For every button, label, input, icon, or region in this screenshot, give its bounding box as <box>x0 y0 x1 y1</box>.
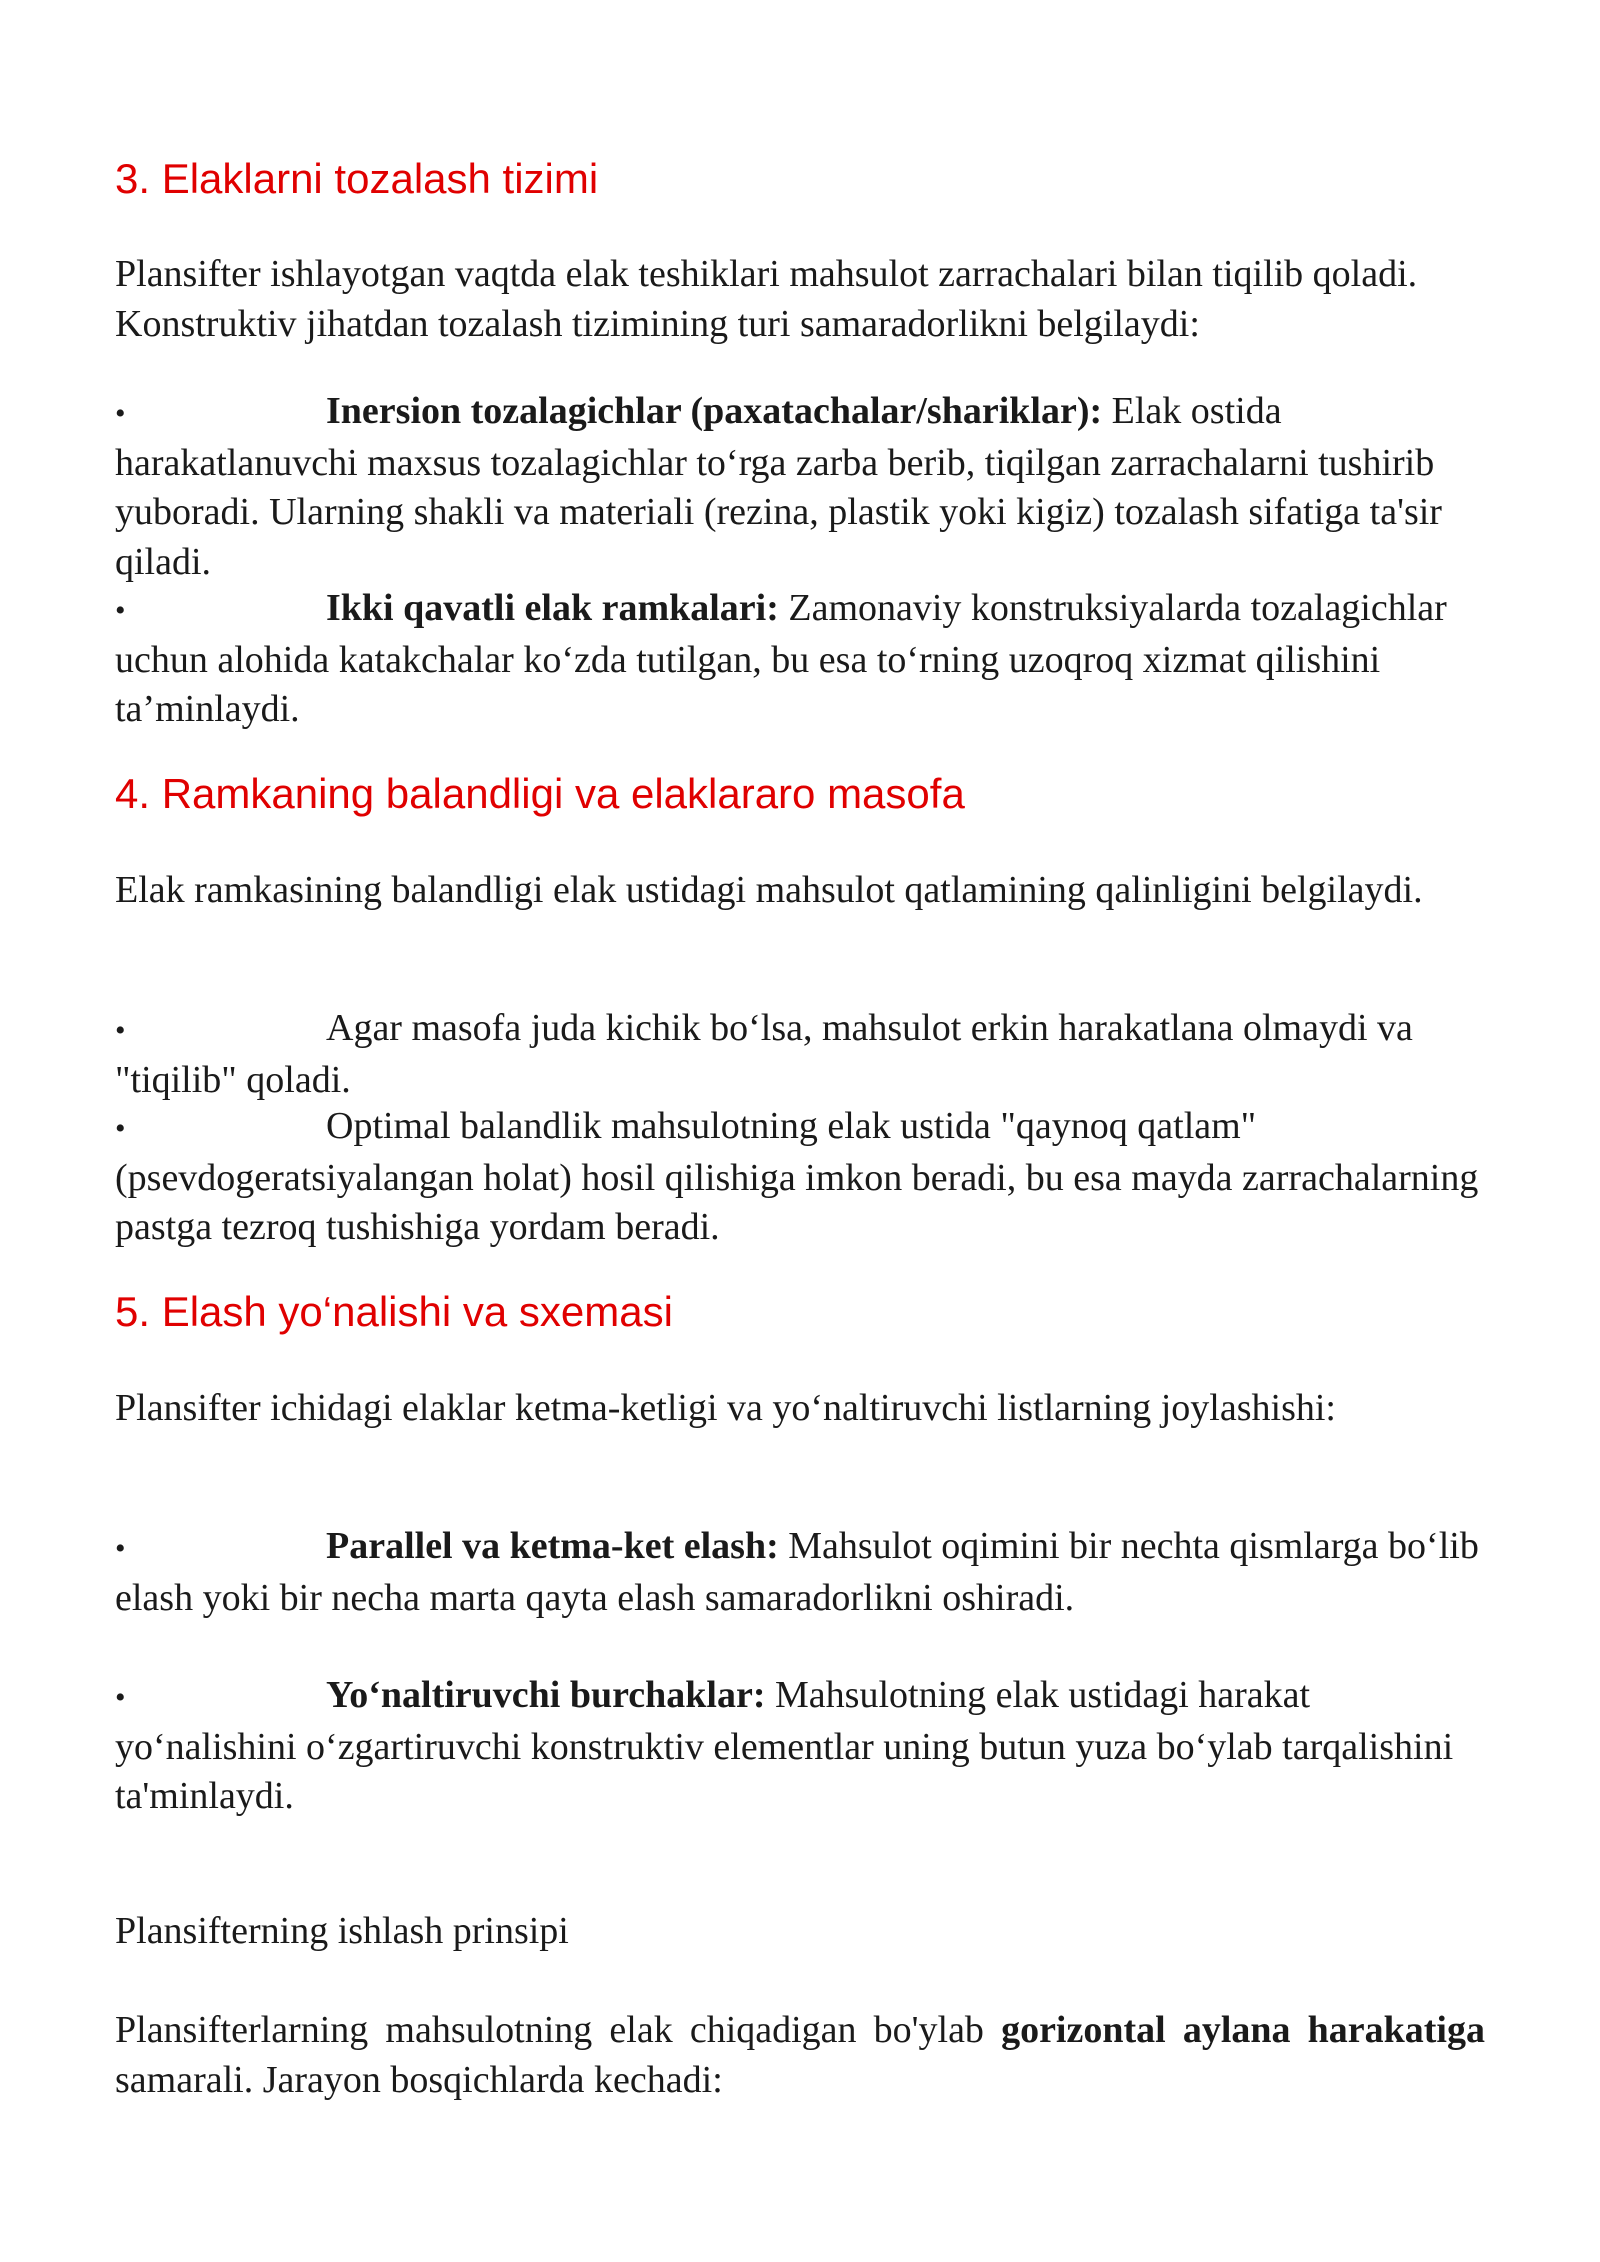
principle-text-bold: gorizontal aylana harakatiga <box>1001 2009 1485 2051</box>
section-5-item-1 <box>115 1522 1485 1623</box>
section-3-intro: Plansifter ishlayotgan vaqtda elak teshiklari mahsulot zarrachalari bilan tiqilib qoladi. Konstruktiv jihatdan tozalash tizimining turi samaradorlikni belgilaydi: <box>115 253 1418 345</box>
bullet: • <box>115 1681 126 1714</box>
bullet: • <box>115 1014 126 1047</box>
section-heading-3: 3. Elaklarni tozalash tizimi <box>115 155 599 202</box>
section-5-item-2 <box>115 1671 1485 1822</box>
item-text: Optimal balandlik mahsulotning elak ustida "qaynoq qatlam" (psevdogeratsiyalangan holat) hosil qilishiga imkon beradi, bu esa mayda zarrachalarning pastga tezroq tushishiga yordam beradi. <box>115 1105 1479 1248</box>
item-text: Mahsulot oqimini bir nechta qismlarga bo‘lib elash yoki bir necha marta qayta elash samaradorlikni oshiradi. <box>115 1525 1479 1619</box>
section-4-intro: Elak ramkasining balandligi elak ustidagi mahsulot qatlamining qalinligini belgilaydi. <box>115 869 1423 911</box>
item-text: Zamonaviy konstruksiyalarda tozalagichlar uchun alohida katakchalar ko‘zda tutilgan, bu esa to‘rning uzoqroq xizmat qilishini ta’minlaydi. <box>115 587 1447 730</box>
principle-title: Plansifterning ishlash prinsipi <box>115 1910 569 1952</box>
section-heading-5: 5. Elash yo‘nalishi va sxemasi <box>115 1288 673 1335</box>
item-term: Inersion tozalagichlar (paxatachalar/shariklar): <box>326 390 1103 432</box>
section-4-item-1 <box>115 1004 1485 1105</box>
item-term: Parallel va ketma-ket elash: <box>326 1525 779 1567</box>
bullet: • <box>115 594 126 627</box>
item-text: Mahsulotning elak ustidagi harakat yo‘nalishini o‘zgartiruvchi konstruktiv elementlar uning butun yuza bo‘ylab tarqalishini ta'minlaydi. <box>115 1674 1454 1817</box>
item-text: Agar masofa juda kichik bo‘lsa, mahsulot erkin harakatlana olmaydi va "tiqilib" qoladi. <box>115 1007 1413 1101</box>
item-text: Elak ostida harakatlanuvchi maxsus tozalagichlar to‘rga zarba berib, tiqilgan zarrachalarni tushirib yuboradi. Ularning shakli va materiali (rezina, plastik yoki kigiz) tozalash sifatiga ta'sir qiladi. <box>115 390 1442 583</box>
bullet: • <box>115 397 126 430</box>
section-3-item-2 <box>115 584 1485 735</box>
section-5-intro: Plansifter ichidagi elaklar ketma-ketligi va yo‘naltiruvchi listlarning joylashishi: <box>115 1387 1336 1429</box>
section-heading-4: 4. Ramkaning balandligi va elaklararo masofa <box>115 770 965 817</box>
principle-text-before: Plansifterlarning mahsulotning elak chiqadigan bo'ylab <box>115 2009 1002 2051</box>
section-4-item-2 <box>115 1102 1485 1253</box>
item-term: Yo‘naltiruvchi burchaklar: <box>326 1674 766 1716</box>
principle-text-after: samarali. Jarayon bosqichlarda kechadi: <box>115 2058 723 2101</box>
item-term: Ikki qavatli elak ramkalari: <box>326 587 779 629</box>
section-3-item-1 <box>115 387 1485 587</box>
bullet: • <box>115 1112 126 1145</box>
bullet: • <box>115 1532 126 1565</box>
principle-text <box>115 2006 1485 2105</box>
